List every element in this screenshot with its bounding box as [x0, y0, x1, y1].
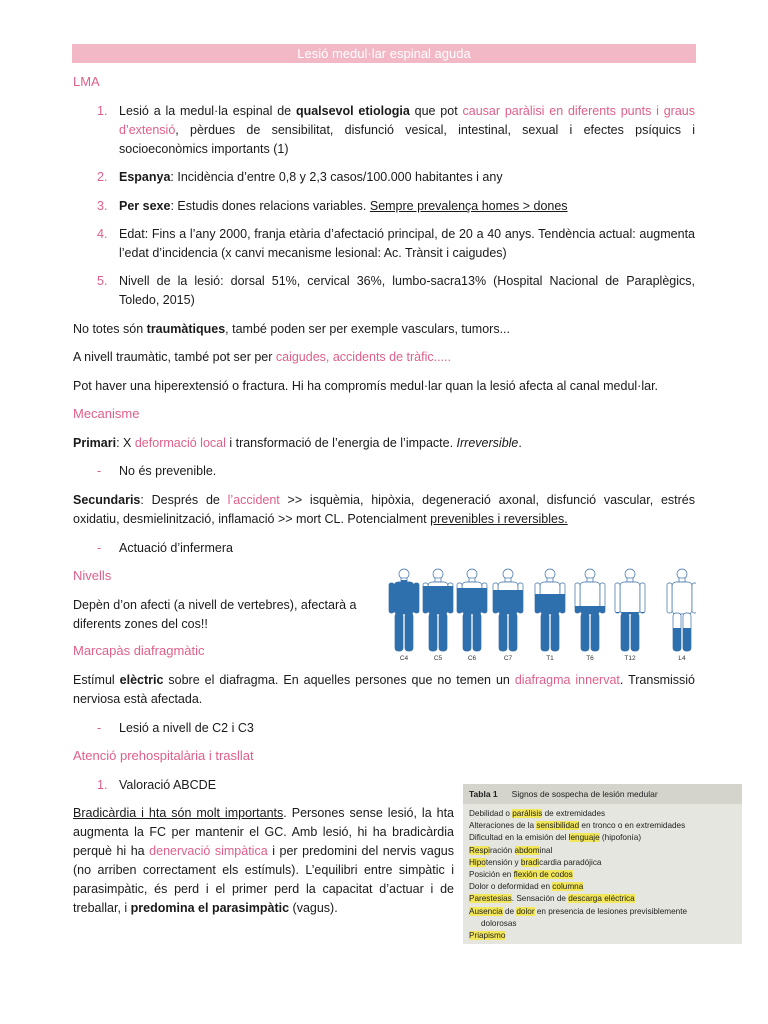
table-text: cardia paradójica	[539, 857, 602, 867]
table-text: en presencia de lesiones previsiblemente	[534, 906, 688, 916]
paragraph-marcapas: Estímul elèctric sobre el diafragma. En aquelles persones que no temen un diafragma innervat. Transmissió nerviosa està afectada.	[73, 673, 695, 706]
list-number: 4.	[97, 227, 108, 241]
dash-bullet: -	[97, 464, 102, 478]
body-silhouette	[389, 569, 419, 662]
list-number: 1.	[97, 104, 108, 118]
table-text: (hipofonía)	[599, 833, 642, 843]
highlighted-text: flexión de codos	[513, 870, 573, 880]
table-text: dolorosas	[481, 918, 517, 928]
highlighted-text: sensibilidad	[536, 821, 580, 831]
highlighted-text: Respi	[469, 845, 490, 855]
body-silhouette	[667, 569, 696, 662]
table-row	[469, 893, 736, 905]
section-heading-lma: LMA	[73, 74, 100, 89]
section-heading-atencio: Atenció prehospitalària i trasllat	[73, 748, 254, 763]
bullet-actuacio-infermera: Actuació d’infermera	[119, 541, 233, 555]
signs-table-header	[463, 784, 742, 804]
paragraph-primari: Primari: X deformació local i transformació de l’energia de l’impacte. Irreversible.	[73, 436, 522, 450]
paragraph-nivell-traumatic: A nivell traumàtic, també pot ser per caigudes, accidents de tràfic.....	[73, 350, 451, 364]
list-number: 5.	[97, 274, 108, 288]
table-title: Signos de sospecha de lesión medular	[511, 789, 658, 799]
list-item-1: Lesió a la medul·la espinal de qualsevol etiologia que pot causar paràlisi en diferents punts i graus d’extensió, pèrdues de sensibilitat, disfunció vesical, intestinal, sexual i efectes psíquics i socioeconòmics importants (1)	[119, 104, 695, 156]
dash-bullet: -	[97, 721, 102, 735]
list-item-3: Per sexe: Estudis dones relacions variables. Sempre prevalença homes > dones	[119, 199, 568, 213]
body-silhouette	[575, 569, 605, 662]
list-number: 3.	[97, 199, 108, 213]
signs-table-rows	[463, 804, 742, 942]
level-label: L4	[678, 655, 686, 662]
table-text: Dolor o deformidad en	[469, 882, 553, 892]
table-text: Dificultad en la emisión del	[469, 833, 569, 843]
level-label: T12	[624, 655, 636, 662]
list-number: 1.	[97, 778, 108, 792]
table-text: de	[502, 906, 517, 916]
highlighted-text: Priapismo	[469, 931, 506, 941]
list-item-valoracio: Valoració ABCDE	[119, 778, 217, 792]
table-number: Tabla 1	[469, 789, 498, 799]
list-item-5: Nivell de la lesió: dorsal 51%, cervical 36%, lumbo-sacra13% (Hospital Nacional de Paraplègics, Toledo, 2015)	[119, 274, 695, 307]
table-text: . Sensación de	[511, 894, 569, 904]
level-label: C7	[503, 655, 513, 662]
table-text: Debilidad o	[469, 809, 513, 818]
level-label: C6	[467, 655, 477, 662]
table-row	[469, 832, 736, 844]
table-text: en tronco o en extremidades	[579, 821, 686, 831]
bullet-lesio-c2-c3: Lesió a nivell de C2 i C3	[119, 721, 254, 735]
signs-table	[463, 784, 742, 944]
paragraph-secundaris: Secundaris: Després de l’accident >> isquèmia, hipòxia, degeneració axonal, disfunció vascular, estrés oxidatiu, desmielinització, inflamació >> mort CL. Potencialment prevenibles i reversibles.	[73, 493, 696, 526]
body-silhouette	[615, 569, 645, 662]
table-row	[469, 857, 736, 869]
highlighted-text: Ausencia	[469, 906, 503, 916]
level-label: T6	[586, 655, 594, 662]
table-row	[469, 906, 736, 918]
level-label: C4	[399, 655, 409, 662]
highlighted-text: Hipo	[469, 857, 486, 867]
table-text: inal	[539, 845, 553, 855]
table-text: Posición en	[469, 870, 514, 880]
paragraph-bradicardia: Bradicàrdia i hta són molt importants. Persones sense lesió, la hta augmenta la FC per mantenir el GC. Amb lesió, hi ha bradicàrdia perquè hi ha denervació simpàtica i per predomini del nervis vagus (no arriben correctament els estímuls). L’equilibri entre simpàtic i parasimpàtic, és perd i el primer perd la capacitat d’actuar i de treballar, i predomina el parasimpàtic (vagus).	[73, 806, 454, 915]
table-row	[469, 820, 736, 832]
level-label: C5	[433, 655, 443, 662]
bullet-no-prevenible: No és prevenible.	[119, 464, 217, 478]
table-row	[469, 930, 736, 942]
list-item-4: Edat: Fins a l’any 2000, franja etària d’afectació principal, de 20 a 40 anys. Tendència actual: augmenta l’edat d’incidencia (x canvi mecanisme lesional: Ac. Trànsit i caigudes)	[119, 227, 695, 260]
page-title: Lesió medul·lar espinal aguda	[72, 44, 696, 63]
table-row	[469, 869, 736, 881]
table-row	[469, 845, 736, 857]
highlighted-text: columna	[552, 882, 584, 892]
paragraph-nivells: Depèn d’on afecti (a nivell de vertebres), afectarà a diferents zones del cos!!	[73, 598, 357, 631]
list-item-2: Espanya: Incidència d’entre 0,8 y 2,3 casos/100.000 habitantes i any	[119, 170, 503, 184]
level-label: T1	[546, 655, 554, 662]
table-row	[469, 808, 736, 820]
table-text: ración	[489, 845, 515, 855]
spinal-levels-figure	[384, 566, 696, 662]
highlighted-text: abdom	[514, 845, 540, 855]
highlighted-text: parálisis	[512, 809, 543, 818]
body-silhouette	[535, 569, 565, 662]
section-heading-mecanisme: Mecanisme	[73, 406, 140, 421]
body-silhouette	[493, 569, 523, 662]
body-silhouette	[457, 569, 487, 662]
section-heading-nivells: Nivells	[73, 568, 112, 583]
highlighted-text: Parestesias	[469, 894, 512, 904]
list-number: 2.	[97, 170, 108, 184]
table-text: Alteraciones de la	[469, 821, 537, 831]
paragraph-traumatiques: No totes són traumàtiques, també poden ser per exemple vasculars, tumors...	[73, 322, 511, 336]
paragraph-hiperextensio: Pot haver una hiperextensió o fractura. Hi ha compromís medul·lar quan la lesió afecta al canal medul·lar.	[73, 379, 659, 393]
table-text: de extremidades	[542, 809, 606, 818]
highlighted-text: dolor	[516, 906, 535, 916]
highlighted-text: lenguaje	[568, 833, 600, 843]
table-row	[469, 918, 736, 930]
highlighted-text: descarga eléctrica	[568, 894, 635, 904]
table-text: tensión y	[485, 857, 521, 867]
table-row	[469, 881, 736, 893]
dash-bullet: -	[97, 541, 102, 555]
highlighted-text: bradi	[520, 857, 540, 867]
section-heading-marcapas: Marcapàs diafragmàtic	[73, 643, 205, 658]
body-silhouette	[423, 569, 453, 662]
